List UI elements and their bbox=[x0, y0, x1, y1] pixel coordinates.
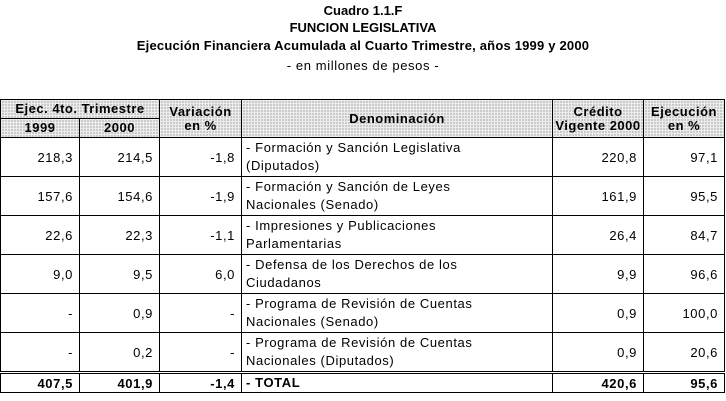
denominacion-line2: Ciudadanos bbox=[246, 275, 322, 290]
ejecucion-line1: Ejecución bbox=[651, 103, 717, 119]
cell-denominacion bbox=[242, 255, 553, 294]
denominacion-line1: - Impresiones y Publicaciones bbox=[246, 218, 437, 233]
table-row bbox=[1, 216, 725, 255]
credito-line2: Vigente 2000 bbox=[555, 117, 641, 133]
cell-denominacion bbox=[242, 333, 553, 373]
cell-variacion: -1,9 bbox=[160, 177, 242, 216]
denominacion-line1: - Formación y Sanción de Leyes bbox=[246, 179, 451, 194]
total-label: - TOTAL bbox=[242, 373, 553, 393]
cell-credito: 220,8 bbox=[553, 138, 644, 177]
table-row bbox=[1, 177, 725, 216]
credito-line1: Crédito bbox=[573, 103, 623, 119]
variacion-line2: en % bbox=[184, 117, 217, 133]
cell-denominacion bbox=[242, 216, 553, 255]
table-row bbox=[1, 294, 725, 333]
ejecucion-line2: en % bbox=[667, 117, 701, 133]
cell-2000: 22,3 bbox=[80, 216, 160, 255]
denominacion-line2: Nacionales (Senado) bbox=[246, 314, 379, 329]
cell-ejecucion: 95,5 bbox=[644, 177, 725, 216]
cell-1999: - bbox=[1, 294, 80, 333]
denominacion-line2: (Diputados) bbox=[246, 158, 320, 173]
cell-variacion: 6,0 bbox=[160, 255, 242, 294]
total-row bbox=[1, 373, 725, 393]
cell-variacion: - bbox=[160, 333, 242, 373]
header-row-1 bbox=[1, 100, 725, 119]
cell-1999: 9,0 bbox=[1, 255, 80, 294]
cell-1999: - bbox=[1, 333, 80, 373]
cuadro-number: Cuadro 1.1.F bbox=[323, 3, 403, 18]
cell-2000: 9,5 bbox=[80, 255, 160, 294]
col-header-ejec-group: Ejec. 4to. Trimestre bbox=[1, 100, 160, 119]
total-1999: 407,5 bbox=[1, 373, 80, 393]
col-header-credito bbox=[553, 100, 644, 138]
cell-ejecucion: 100,0 bbox=[644, 294, 725, 333]
total-variacion: -1,4 bbox=[160, 373, 242, 393]
cell-1999: 218,3 bbox=[1, 138, 80, 177]
cell-ejecucion: 20,6 bbox=[644, 333, 725, 373]
col-header-denominacion: Denominación bbox=[242, 100, 553, 138]
table-row bbox=[1, 138, 725, 177]
cell-credito: 26,4 bbox=[553, 216, 644, 255]
denominacion-line1: - Programa de Revisión de Cuentas bbox=[246, 296, 473, 311]
cell-1999: 22,6 bbox=[1, 216, 80, 255]
report-subtitle: Ejecución Financiera Acumulada al Cuarto Trimestre, años 1999 y 2000 bbox=[136, 38, 590, 53]
cell-ejecucion: 96,6 bbox=[644, 255, 725, 294]
function-title: FUNCION LEGISLATIVA bbox=[289, 20, 437, 35]
table-row bbox=[1, 255, 725, 294]
cell-denominacion bbox=[242, 138, 553, 177]
denominacion-line1: - Defensa de los Derechos de los bbox=[246, 257, 458, 272]
denominacion-line2: Nacionales (Senado) bbox=[246, 197, 379, 212]
total-credito: 420,6 bbox=[553, 373, 644, 393]
cell-credito: 0,9 bbox=[553, 333, 644, 373]
cell-denominacion bbox=[242, 294, 553, 333]
col-header-1999: 1999 bbox=[1, 119, 80, 138]
denominacion-line1: - Programa de Revisión de Cuentas bbox=[246, 335, 473, 350]
cell-variacion: -1,1 bbox=[160, 216, 242, 255]
denominacion-line1: - Formación y Sanción Legislativa bbox=[246, 140, 461, 155]
denominacion-line2: Parlamentarias bbox=[246, 236, 342, 251]
col-header-ejecucion bbox=[644, 100, 725, 138]
cell-variacion: -1,8 bbox=[160, 138, 242, 177]
cell-1999: 157,6 bbox=[1, 177, 80, 216]
cell-ejecucion: 97,1 bbox=[644, 138, 725, 177]
denominacion-line2: Nacionales (Diputados) bbox=[246, 353, 395, 368]
cell-credito: 161,9 bbox=[553, 177, 644, 216]
execution-table bbox=[0, 99, 725, 393]
cell-2000: 214,5 bbox=[80, 138, 160, 177]
units-note: - en millones de pesos - bbox=[286, 58, 440, 73]
cell-denominacion bbox=[242, 177, 553, 216]
total-2000: 401,9 bbox=[80, 373, 160, 393]
cell-variacion: - bbox=[160, 294, 242, 333]
cell-ejecucion: 84,7 bbox=[644, 216, 725, 255]
variacion-line1: Variación bbox=[169, 103, 232, 119]
cell-credito: 9,9 bbox=[553, 255, 644, 294]
table-row bbox=[1, 333, 725, 373]
cell-2000: 0,2 bbox=[80, 333, 160, 373]
cell-2000: 0,9 bbox=[80, 294, 160, 333]
cell-2000: 154,6 bbox=[80, 177, 160, 216]
cell-credito: 0,9 bbox=[553, 294, 644, 333]
col-header-2000: 2000 bbox=[80, 119, 160, 138]
total-ejecucion: 95,6 bbox=[644, 373, 725, 393]
col-header-variacion bbox=[160, 100, 242, 138]
